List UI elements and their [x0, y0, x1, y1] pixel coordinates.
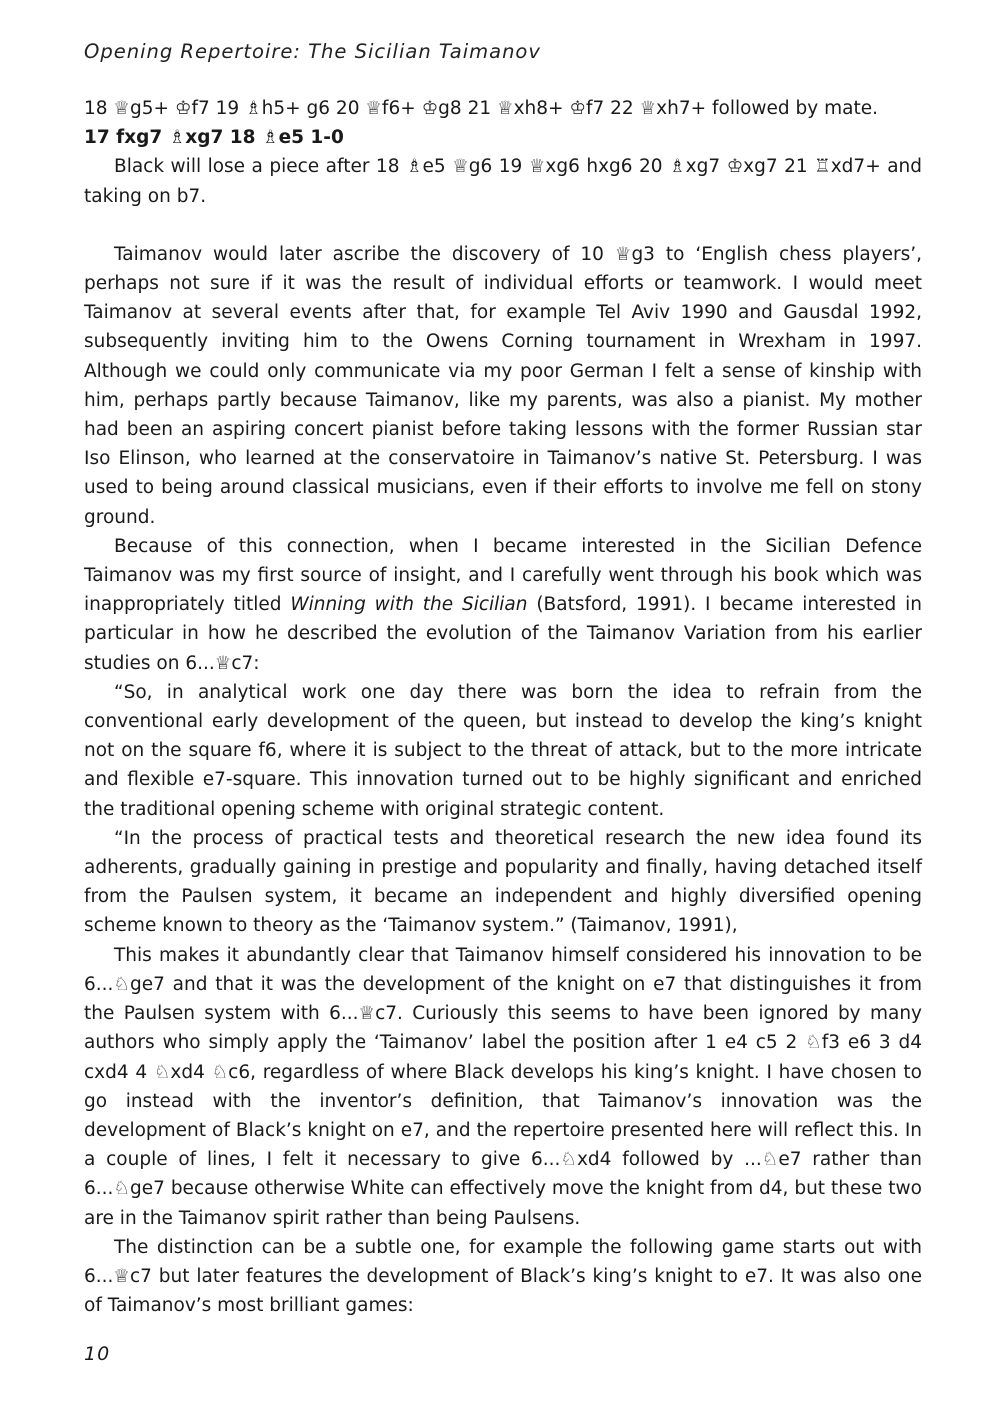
page-number: 10 — [84, 1343, 111, 1365]
text-run: Because of this connection, when I became interested in the Sicilian Defence Taimanov was my first source of insight, and I carefully went through his book which was inappropriately titled — [84, 535, 922, 616]
running-head: Opening Repertoire: The Sicilian Taimanov — [84, 40, 541, 63]
paragraph — [84, 532, 922, 678]
paragraph: This makes it abundantly clear that Taimanov himself considered his innovation to be 6...♘ge7 and that it was the development of the knight on e7 that distinguishes it from the Paulsen system with 6...♕c7. Curiously this seems to have been ignored by many authors who simply apply the ‘Taimanov’ label the position after 1 e4 c5 2 ♘f3 e6 3 d4 cxd4 4 ♘xd4 ♘c6, regardless of where Black develops his king’s knight. I have chosen to go instead with the inventor’s definition, that Taimanov’s innovation was the development of Black’s knight on e7, and the repertoire presented here will reflect this. In a couple of lines, I felt it necessary to give 6...♘xd4 followed by ...♘e7 rather than 6...♘ge7 because otherwise White can effectively move the knight from d4, but these two are in the Taimanov spirit rather than being Paulsens. — [84, 944, 922, 1229]
quote-paragraph: “So, in analytical work one day there was born the idea to refrain from the conventional early development of the queen, but instead to develop the king’s knight not on the square f6, where it is subject to the threat of attack, but to the more intricate and flexible e7-square. This innovation turned out to be highly significant and enriched the traditional opening scheme with original strategic content. — [84, 681, 922, 820]
page — [84, 0, 922, 1412]
body-text — [84, 94, 922, 1320]
bold-moves: 17 fxg7 ♗xg7 18 ♗e5 1-0 — [84, 127, 344, 149]
text-run: (Batsford, 1991). I became interested in particular in how he described the evolution of the Taimanov Variation from his earlier studies on 6...♕c7: — [84, 594, 922, 674]
book-title: Winning with the Sicilian — [290, 594, 528, 616]
paragraph-gap — [84, 211, 922, 240]
paragraph: The distinction can be a subtle one, for example the following game starts out with 6...♕c7 but later features the development of Black’s king’s knight to e7. It was also one of Taimanov’s most brilliant games: — [84, 1236, 922, 1317]
paragraph: Taimanov would later ascribe the discovery of 10 ♕g3 to ‘English chess players’, perhaps not sure if it was the result of individual efforts or teamwork. I would meet Taimanov at several events after that, for example Tel Aviv 1990 and Gausdal 1992, subsequently inviting him to the Owens Corning tournament in Wrexham in 1997. Although we could only communicate via my poor German I felt a sense of kinship with him, perhaps partly because Taimanov, like my parents, was also a pianist. My mother had been an aspiring concert pianist before taking lessons with the former Russian star Iso Elinson, who learned at the conservatoire in Taimanov’s native St. Petersburg. I was used to being around classical musicians, even if their efforts to involve me fell on stony ground. — [84, 243, 922, 528]
quote-paragraph: “In the process of practical tests and theoretical research the new idea found its adherents, gradually gaining in prestige and popularity and finally, having detached itself from the Paulsen system, it became an independent and highly diversified opening scheme known to theory as the ‘Taimanov system.” (Taimanov, 1991), — [84, 827, 922, 937]
move-note: Black will lose a piece after 18 ♗e5 ♕g6 19 ♕xg6 hxg6 20 ♗xg7 ♔xg7 21 ♖xd7+ and taking on b7. — [84, 156, 922, 207]
move-line: 18 ♕g5+ ♔f7 19 ♗h5+ g6 20 ♕f6+ ♔g8 21 ♕xh8+ ♔f7 22 ♕xh7+ followed by mate. — [84, 98, 879, 119]
